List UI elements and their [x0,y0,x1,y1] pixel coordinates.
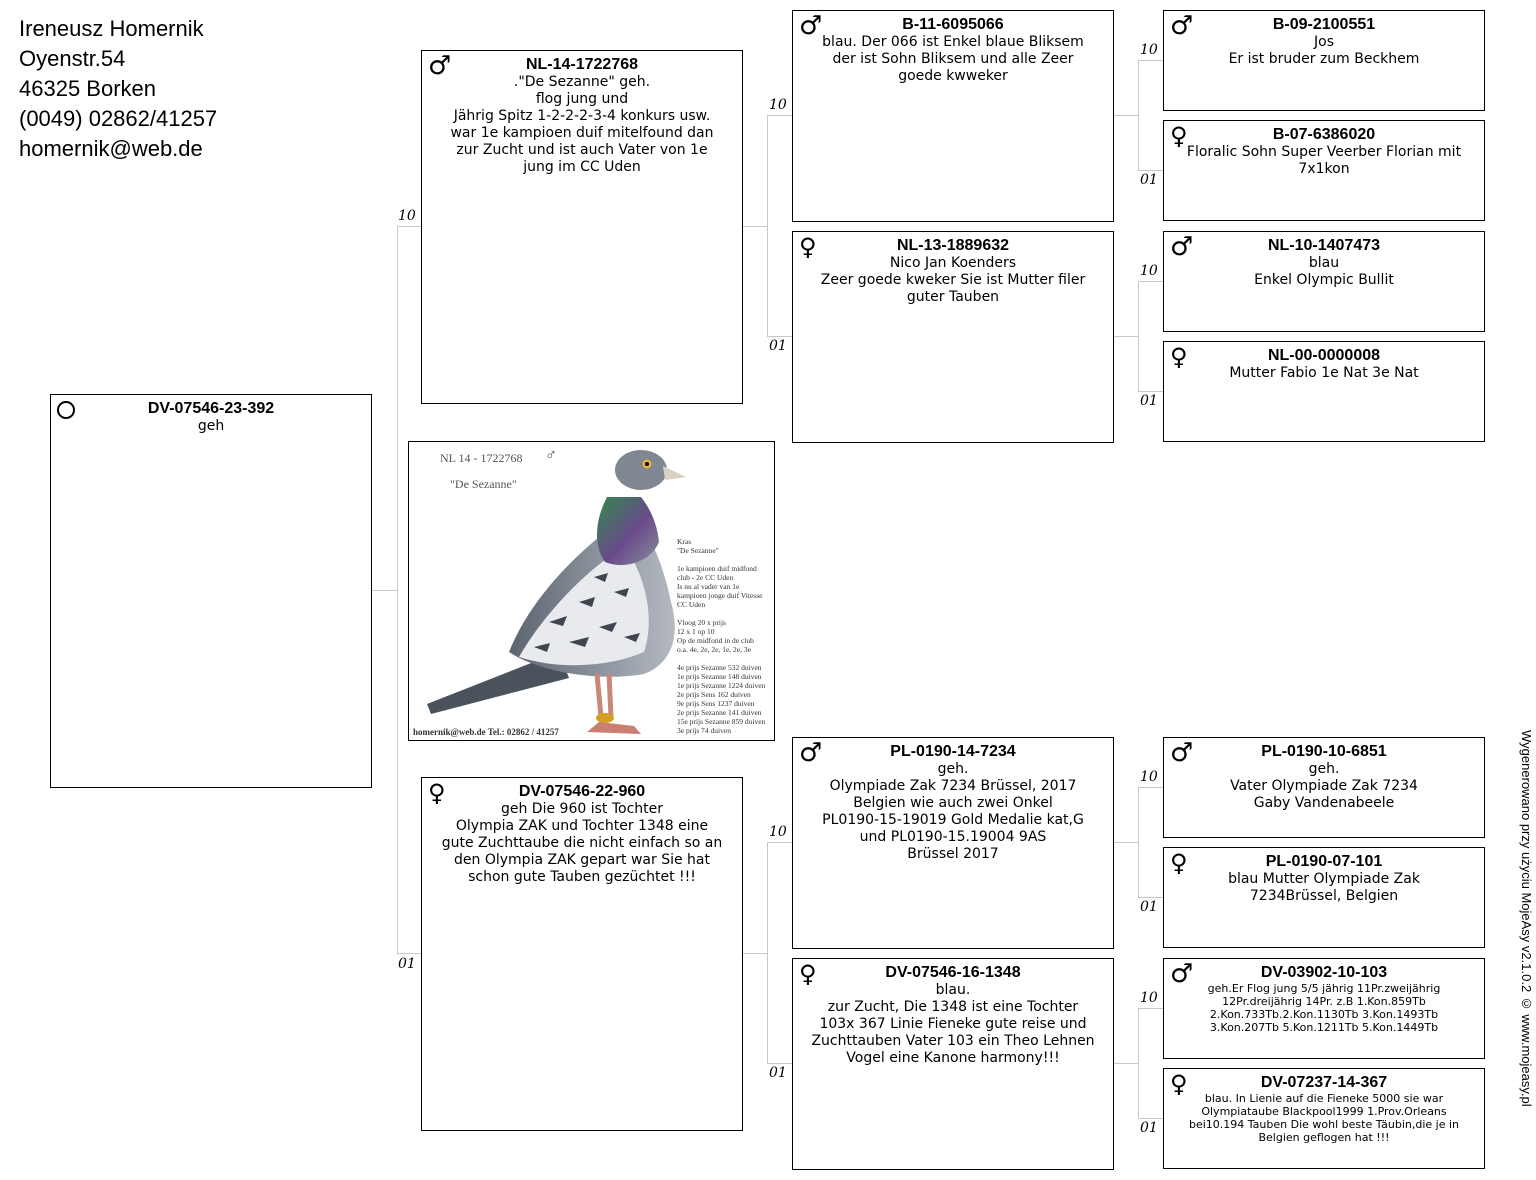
pigeon-card-sdd[interactable] [1163,341,1485,442]
male-icon: ♂ [1170,11,1194,41]
connector-line [1138,1008,1139,1118]
sire-side-label: 10 [1140,263,1158,279]
ring-number: NL-00-0000008 [1267,347,1381,364]
connector-line [397,226,398,953]
photo-name: "De Sezanne" [450,477,517,491]
male-icon: ♂ [799,11,823,41]
male-icon: ♂ [1170,232,1194,262]
male-icon: ♂ [1170,959,1194,989]
ring-number: NL-14-1722768 [525,56,639,73]
pigeon-card-dds[interactable] [1163,958,1485,1059]
pigeon-info: geh.Er Flog jung 5/5 jährig 11Pr.zweijährig 12Pr.dreijährig 14Pr. z.B 1.Kon.859Tb 2.Kon.733Tb.2.Kon.1130Tb 3.Kon.1493Tb 3.Kon.207Tb 5.Kon.1211Tb 5.Kon.1449Tb [1207,982,1441,1034]
connector-line [767,842,768,1063]
connector-line [743,226,767,227]
owner-address [19,14,217,164]
generator-credit: Wygenerowano przy użyciu MojeAsy v2.1.0.2 © www.mojeasy.pl [1519,730,1534,1107]
owner-street: Oyenstr.54 [19,46,126,71]
dam-side-label: 01 [1140,899,1158,915]
pigeon-card-dam-dam[interactable] [792,958,1114,1170]
male-icon: ♂ [428,51,452,81]
pigeon-info: blau. Der 066 ist Enkel blaue Bliksem der ist Sohn Bliksem und alle Zeer goede kwweker [822,34,1084,84]
pigeon-info: blau Mutter Olympiade Zak 7234Brüssel, Belgien [1228,871,1420,904]
ring-number: DV-07546-22-960 [518,783,646,800]
sire-side-label: 10 [769,824,787,840]
connector-line [1138,60,1139,170]
owner-name: Ireneusz Homernik [19,16,204,41]
photo-notes: Kras "De Sezanne" 1e kampioen duif midfond club - 2e CC Uden Is nu al vader van 1e kampioen jonge duif Vitesse CC Uden Vloog 20 x prijs 12 x 1 op 10 Op de midfond in de club o.a. 4e, 2e, 2e, 1e, 2e, 3e 4e prijs Sezanne 532 duiven 1e prijs Sezanne 148 duiven 1e prijs Sezanne 1224 duiven 2e prijs Sens 162 duiven 9e prijs Sens 1237 duiven 2e prijs Sezanne 141 duiven 15e prijs Sezanne 859 duiven 3e prijs 74 duiven [677,537,766,735]
dam-side-label: 01 [398,956,416,972]
owner-phone: (0049) 02862/41257 [19,106,218,131]
pigeon-card-subject[interactable] [50,394,372,788]
pigeon-card-ssd[interactable] [1163,120,1485,221]
ring-number: NL-13-1889632 [896,237,1010,254]
ring-number: B-07-6386020 [1272,126,1376,143]
ring-number: DV-07546-16-1348 [885,964,1021,981]
ring-number: B-09-2100551 [1272,16,1376,33]
connector-line [767,336,792,337]
male-icon: ♂ [1170,738,1194,768]
male-icon: ♂ [799,738,823,768]
pigeon-info: geh [197,418,225,434]
connector-line [1138,281,1163,282]
connector-line [743,953,767,954]
sire-side-label: 10 [1140,990,1158,1006]
dam-side-label: 01 [1140,172,1158,188]
dam-side-label: 01 [1140,393,1158,409]
pigeon-photo [408,441,775,741]
connector-line [1114,115,1138,116]
dam-side-label: 01 [769,1065,787,1081]
photo-ring: NL 14 - 1722768 [440,451,523,465]
connector-line [1138,1118,1163,1119]
female-icon: ♀ [799,233,817,261]
connector-line [1138,787,1139,897]
connector-line [397,953,421,954]
connector-line [1138,787,1163,788]
pigeon-card-dss[interactable] [1163,737,1485,838]
female-icon: ♀ [1170,122,1188,150]
ring-number: DV-03902-10-103 [1260,964,1388,981]
female-icon: ♀ [1170,343,1188,371]
pigeon-info: geh. Olympiade Zak 7234 Brüssel, 2017 Belgien wie auch zwei Onkel PL0190-15-19019 Gold Medalie kat,G und PL0190-15.19004 9AS Brüssel 2017 [822,761,1084,862]
pigeon-card-ddd[interactable] [1163,1068,1485,1169]
connector-line [1138,281,1139,391]
connector-line [1138,170,1163,171]
pigeon-card-sire-dam[interactable] [792,231,1114,443]
owner-email: homernik@web.de [19,136,203,161]
connector-line [767,115,792,116]
pigeon-info: ."De Sezanne" geh. flog jung und Jährig Spitz 1-2-2-2-3-4 konkurs usw. war 1e kampioen duif mitelfound dan zur Zucht und ist auch Vater von 1e jung im CC Uden [450,74,714,175]
female-icon: ♀ [428,779,446,807]
dam-side-label: 01 [1140,1120,1158,1136]
connector-line [397,226,421,227]
sire-side-label: 10 [1140,769,1158,785]
ring-number: NL-10-1407473 [1267,237,1381,254]
pigeon-info: Jos Er ist bruder zum Beckhem [1228,34,1420,67]
pigeon-info: Nico Jan Koenders Zeer goede kweker Sie ist Mutter filer guter Tauben [820,255,1086,305]
owner-city: 46325 Borken [19,76,156,101]
connector-line [1138,391,1163,392]
ring-number: DV-07546-23-392 [147,400,275,417]
connector-line [372,590,397,591]
connector-line [767,842,792,843]
pigeon-info: blau Enkel Olympic Bullit [1254,255,1394,288]
connector-line [1138,897,1163,898]
female-icon: ♀ [799,960,817,988]
sire-side-label: 10 [769,97,787,113]
sire-side-label: 10 [1140,42,1158,58]
pigeon-card-sss[interactable] [1163,10,1485,111]
pigeon-info: Floralic Sohn Super Veerber Florian mit 7x1kon [1186,144,1462,177]
dam-side-label: 01 [769,338,787,354]
photo-male-icon: ♂ [545,447,557,464]
connector-line [1138,60,1163,61]
connector-line [767,115,768,336]
pigeon-info: geh. Vater Olympiade Zak 7234 Gaby Vandenabeele [1230,761,1418,811]
ring-number: PL-0190-14-7234 [890,743,1016,760]
pigeon-card-dsd[interactable] [1163,847,1485,948]
connector-line [767,1063,792,1064]
ring-number: B-11-6095066 [902,16,1004,33]
sire-side-label: 10 [398,208,416,224]
connector-line [1114,336,1138,337]
ring-number: PL-0190-10-6851 [1261,743,1387,760]
pigeon-info: blau. In Lienie auf die Fieneke 5000 sie war Olympiataube Blackpool1999 1.Prov.Orleans bei10.194 Tauben Die wohl beste Täubin,die je in Belgien geflogen hat !!! [1188,1092,1460,1144]
ring-number: DV-07237-14-367 [1260,1074,1388,1091]
pigeon-info: geh Die 960 ist Tochter Olympia ZAK und Tochter 1348 eine gute Zuchttaube die nicht einfach so an den Olympia ZAK gepart war Sie hat schon gute Tauben gezüchtet !!! [441,801,723,885]
pigeon-card-sire-sire[interactable] [792,10,1114,222]
photo-footer: homernik@web.de Tel.: 02862 / 41257 [413,727,559,737]
female-icon: ♀ [1170,849,1188,877]
pigeon-info: Mutter Fabio 1e Nat 3e Nat [1229,365,1419,381]
pigeon-info: blau. zur Zucht, Die 1348 ist eine Tochter 103x 367 Linie Fieneke gute reise und Zuchttauben Vater 103 ein Theo Lehnen Vogel eine Kanone harmony!!! [811,982,1095,1066]
pigeon-card-dam-sire[interactable] [792,737,1114,949]
connector-line [1138,1008,1163,1009]
ring-number: PL-0190-07-101 [1265,853,1383,870]
pigeon-card-dam[interactable] [421,777,743,1131]
connector-line [1114,842,1138,843]
connector-line [1114,1063,1138,1064]
female-icon: ♀ [1170,1070,1188,1098]
unknown-sex-icon [57,401,75,419]
pigeon-card-sds[interactable] [1163,231,1485,332]
pigeon-card-sire[interactable] [421,50,743,404]
